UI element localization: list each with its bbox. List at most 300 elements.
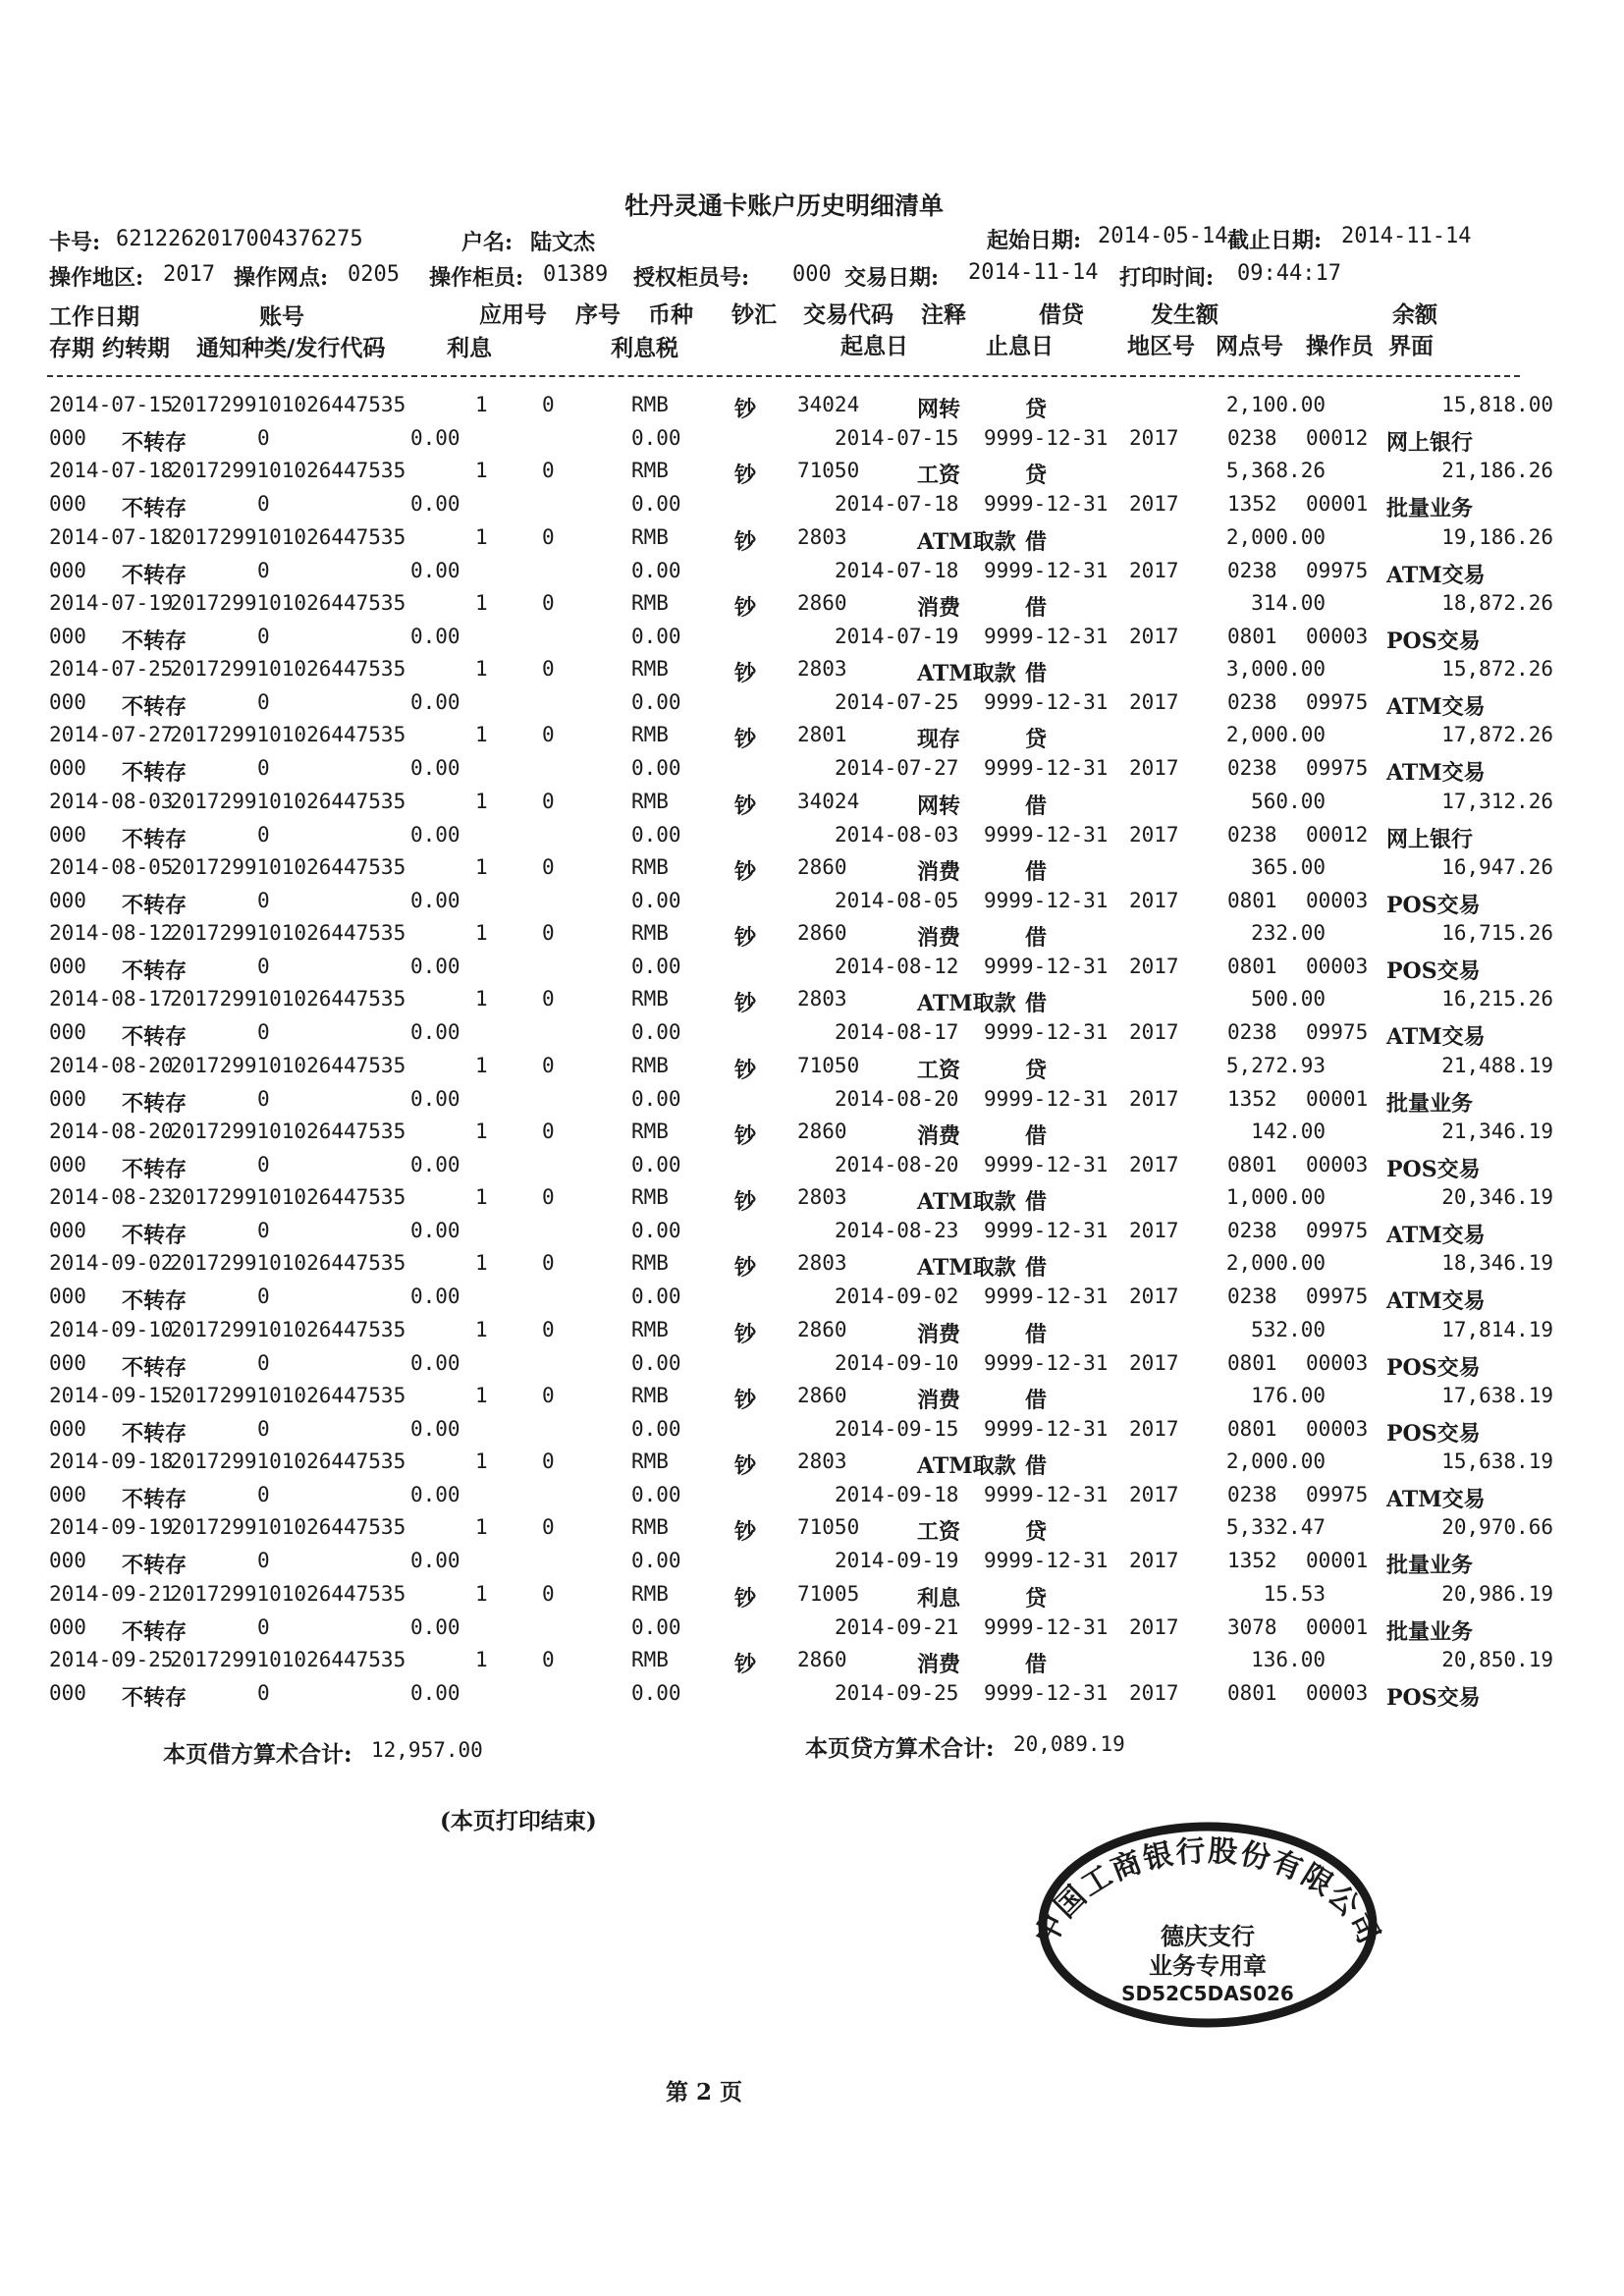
- row-rollover: 不转存: [122, 958, 188, 984]
- row-rollover: 不转存: [122, 430, 188, 456]
- row-sequence: 0: [542, 1449, 555, 1473]
- header-tx-code: 交易代码: [803, 301, 893, 328]
- row-outlet-code: 0801: [1227, 888, 1277, 912]
- row-sequence: 0: [542, 987, 555, 1011]
- row-value-date: 2014-07-27: [835, 756, 959, 781]
- row-channel: 批量业务: [1386, 1618, 1474, 1645]
- document-title: 牡丹灵通卡账户历史明细清单: [624, 191, 945, 220]
- row-sequence: 0: [542, 1581, 555, 1606]
- row-account-number: 2017299101026447535: [170, 393, 406, 416]
- row-sequence: 0: [542, 1317, 555, 1341]
- row-account-number: 2017299101026447535: [170, 921, 406, 945]
- row-transaction-code: 2860: [797, 1119, 847, 1143]
- row-sequence: 0: [542, 590, 555, 615]
- row-area-code: 2017: [1129, 624, 1179, 648]
- row-app-number: 1: [475, 459, 488, 483]
- row-amount: 15.53: [1263, 1581, 1326, 1606]
- row-value-date: 2014-09-15: [835, 1416, 959, 1441]
- row-debit-credit: 借: [1025, 1387, 1048, 1413]
- row-notice-type: 0: [257, 822, 270, 847]
- row-work-date: 2014-09-19: [49, 1515, 174, 1540]
- row-end-date: 9999-12-31: [984, 822, 1109, 847]
- row-cash-remit: 钞: [734, 397, 757, 422]
- row-interest: 0.00: [410, 558, 460, 582]
- row-balance: 15,872.26: [1441, 657, 1553, 681]
- row-balance: 20,346.19: [1441, 1185, 1553, 1209]
- row-cash-remit: 钞: [734, 1387, 757, 1413]
- row-notice-type: 0: [257, 1549, 270, 1573]
- page-number: 第 2 页: [666, 2079, 743, 2105]
- row-debit-credit: 借: [1025, 991, 1048, 1017]
- row-area-code: 2017: [1129, 1549, 1179, 1573]
- row-transaction-code: 2803: [797, 1185, 847, 1209]
- end-date-label: 截止日期:: [1227, 228, 1323, 253]
- header-divider: [47, 375, 1520, 377]
- row-account-number: 2017299101026447535: [170, 524, 406, 549]
- row-area-code: 2017: [1129, 1152, 1179, 1176]
- row-interest-tax: 0.00: [631, 1020, 681, 1045]
- row-term: 000: [49, 690, 86, 714]
- row-interest-tax: 0.00: [631, 492, 681, 517]
- row-term: 000: [49, 1483, 86, 1506]
- row-operator: 00003: [1306, 955, 1369, 978]
- row-area-code: 2017: [1129, 1483, 1179, 1506]
- row-account-number: 2017299101026447535: [170, 1515, 406, 1540]
- row-sequence: 0: [542, 657, 555, 681]
- row-transaction-code: 2860: [797, 854, 847, 879]
- row-account-number: 2017299101026447535: [170, 854, 406, 879]
- row-notice-type: 0: [257, 1483, 270, 1506]
- row-term: 000: [49, 955, 86, 978]
- row-area-code: 2017: [1129, 492, 1179, 517]
- row-amount: 560.00: [1251, 789, 1326, 813]
- row-rollover: 不转存: [122, 892, 188, 918]
- row-amount: 136.00: [1251, 1647, 1326, 1671]
- row-debit-credit: 贷: [1025, 1519, 1048, 1546]
- row-operator: 09975: [1306, 1483, 1369, 1506]
- print-time: 09:44:17: [1237, 261, 1341, 286]
- row-balance: 21,346.19: [1441, 1119, 1553, 1143]
- row-sequence: 0: [542, 1251, 555, 1276]
- operation-branch: 0205: [348, 262, 400, 287]
- row-balance: 16,947.26: [1441, 854, 1553, 879]
- header-app-no: 应用号: [479, 301, 547, 328]
- row-sequence: 0: [542, 459, 555, 483]
- row-end-date: 9999-12-31: [984, 690, 1109, 714]
- row-app-number: 1: [475, 1251, 488, 1276]
- row-cash-remit: 钞: [734, 594, 757, 621]
- row-app-number: 1: [475, 1119, 488, 1143]
- row-channel: 批量业务: [1386, 1090, 1474, 1117]
- row-interest-tax: 0.00: [631, 1483, 681, 1506]
- row-app-number: 1: [475, 1647, 488, 1671]
- row-interest-tax: 0.00: [631, 1219, 681, 1242]
- row-interest: 0.00: [410, 756, 460, 781]
- row-work-date: 2014-07-18: [49, 459, 174, 483]
- row-value-date: 2014-09-25: [835, 1680, 959, 1705]
- row-value-date: 2014-07-15: [835, 426, 959, 450]
- row-cash-remit: 钞: [734, 1122, 757, 1149]
- header-account: 账号: [259, 303, 304, 330]
- row-notice-type: 0: [257, 624, 270, 648]
- row-currency: RMB: [631, 921, 669, 945]
- row-interest: 0.00: [410, 1152, 460, 1176]
- row-end-date: 9999-12-31: [984, 1549, 1109, 1573]
- header-notice-type: 通知种类/发行代码: [196, 335, 386, 361]
- row-channel: 批量业务: [1386, 1553, 1474, 1579]
- header-cash-remit: 钞汇: [731, 301, 777, 328]
- row-work-date: 2014-08-03: [49, 789, 174, 813]
- row-area-code: 2017: [1129, 1285, 1179, 1309]
- row-rollover: 不转存: [122, 1553, 188, 1579]
- row-app-number: 1: [475, 1515, 488, 1540]
- row-app-number: 1: [475, 1185, 488, 1209]
- row-sequence: 0: [542, 524, 555, 549]
- row-term: 000: [49, 1680, 86, 1705]
- row-account-number: 2017299101026447535: [170, 590, 406, 615]
- row-app-number: 1: [475, 921, 488, 945]
- row-interest-tax: 0.00: [631, 426, 681, 450]
- card-label: 卡号:: [49, 230, 101, 255]
- row-transaction-code: 71005: [797, 1581, 860, 1606]
- row-balance: 17,814.19: [1441, 1317, 1553, 1341]
- row-sequence: 0: [542, 1119, 555, 1143]
- row-cash-remit: 钞: [734, 463, 757, 489]
- row-currency: RMB: [631, 393, 669, 416]
- row-term: 000: [49, 1549, 86, 1573]
- row-notice-type: 0: [257, 492, 270, 517]
- row-rollover: 不转存: [122, 1354, 188, 1381]
- row-cash-remit: 钞: [734, 1519, 757, 1546]
- row-interest: 0.00: [410, 1483, 460, 1506]
- row-value-date: 2014-08-17: [835, 1020, 959, 1045]
- row-account-number: 2017299101026447535: [170, 1119, 406, 1143]
- row-cash-remit: 钞: [734, 1255, 757, 1282]
- row-interest-tax: 0.00: [631, 1549, 681, 1573]
- row-end-date: 9999-12-31: [984, 1020, 1109, 1045]
- row-currency: RMB: [631, 1251, 669, 1276]
- row-outlet-code: 0238: [1227, 558, 1277, 582]
- row-amount: 5,332.47: [1225, 1515, 1326, 1540]
- row-amount: 142.00: [1251, 1119, 1326, 1143]
- row-balance: 18,872.26: [1441, 590, 1553, 615]
- start-date-label: 起始日期:: [987, 228, 1082, 253]
- row-area-code: 2017: [1129, 955, 1179, 978]
- row-interest-tax: 0.00: [631, 888, 681, 912]
- row-note: 网转: [917, 397, 961, 422]
- row-end-date: 9999-12-31: [984, 1219, 1109, 1242]
- row-notice-type: 0: [257, 1614, 270, 1639]
- row-notice-type: 0: [257, 756, 270, 781]
- row-sequence: 0: [542, 1383, 555, 1407]
- row-channel: ATM交易: [1386, 1024, 1486, 1051]
- row-transaction-code: 2803: [797, 524, 847, 549]
- row-operator: 00003: [1306, 1152, 1369, 1176]
- transaction-date-label: 交易日期:: [844, 265, 940, 291]
- row-end-date: 9999-12-31: [984, 1350, 1109, 1375]
- row-rollover: 不转存: [122, 496, 188, 522]
- row-channel: POS交易: [1386, 1156, 1481, 1182]
- row-rollover: 不转存: [122, 1684, 188, 1711]
- row-sequence: 0: [542, 1647, 555, 1671]
- row-end-date: 9999-12-31: [984, 1285, 1109, 1309]
- row-cash-remit: 钞: [734, 991, 757, 1017]
- row-value-date: 2014-07-18: [835, 492, 959, 517]
- row-sequence: 0: [542, 921, 555, 945]
- row-sequence: 0: [542, 1515, 555, 1540]
- row-interest: 0.00: [410, 1680, 460, 1705]
- row-operator: 00001: [1306, 1614, 1369, 1639]
- operation-teller: 01389: [543, 262, 609, 287]
- row-interest-tax: 0.00: [631, 624, 681, 648]
- row-rollover: 不转存: [122, 1288, 188, 1315]
- row-value-date: 2014-08-12: [835, 955, 959, 978]
- header-balance: 余额: [1392, 301, 1437, 328]
- row-term: 000: [49, 1086, 86, 1111]
- row-channel: ATM交易: [1386, 1223, 1486, 1248]
- row-debit-credit: 贷: [1025, 1585, 1048, 1612]
- row-transaction-code: 2860: [797, 1317, 847, 1341]
- row-channel: ATM交易: [1386, 562, 1486, 588]
- row-work-date: 2014-07-27: [49, 723, 174, 747]
- card-number: 6212262017004376275: [116, 227, 363, 251]
- row-note: ATM取款: [917, 1255, 1016, 1282]
- row-work-date: 2014-08-20: [49, 1119, 174, 1143]
- row-end-date: 9999-12-31: [984, 1086, 1109, 1111]
- row-note: 消费: [917, 1651, 961, 1677]
- row-app-number: 1: [475, 1581, 488, 1606]
- row-outlet-code: 0801: [1227, 624, 1277, 648]
- row-interest-tax: 0.00: [631, 1350, 681, 1375]
- row-note: 利息: [917, 1585, 961, 1612]
- row-balance: 20,986.19: [1441, 1581, 1553, 1606]
- row-note: 消费: [917, 1321, 961, 1347]
- row-work-date: 2014-08-23: [49, 1185, 174, 1209]
- row-operator: 00001: [1306, 492, 1369, 517]
- row-app-number: 1: [475, 987, 488, 1011]
- row-interest-tax: 0.00: [631, 558, 681, 582]
- row-rollover: 不转存: [122, 694, 188, 720]
- row-outlet-code: 0238: [1227, 1285, 1277, 1309]
- row-area-code: 2017: [1129, 756, 1179, 781]
- row-interest: 0.00: [410, 690, 460, 714]
- region-label: 操作地区:: [49, 265, 144, 291]
- row-amount: 500.00: [1251, 987, 1326, 1011]
- row-currency: RMB: [631, 1119, 669, 1143]
- row-rollover: 不转存: [122, 1420, 188, 1447]
- row-interest: 0.00: [410, 624, 460, 648]
- operation-region: 2017: [163, 262, 215, 287]
- name-label: 户名:: [461, 230, 514, 255]
- row-cash-remit: 钞: [734, 793, 757, 819]
- row-channel: POS交易: [1386, 1354, 1481, 1381]
- row-account-number: 2017299101026447535: [170, 1053, 406, 1077]
- row-interest: 0.00: [410, 822, 460, 847]
- row-interest: 0.00: [410, 955, 460, 978]
- row-area-code: 2017: [1129, 888, 1179, 912]
- row-value-date: 2014-08-23: [835, 1219, 959, 1242]
- row-channel: POS交易: [1386, 628, 1481, 654]
- row-rollover: 不转存: [122, 826, 188, 852]
- row-channel: 批量业务: [1386, 496, 1474, 522]
- row-transaction-code: 2803: [797, 987, 847, 1011]
- seal-branch: 德庆支行: [1161, 1922, 1255, 1950]
- row-account-number: 2017299101026447535: [170, 1383, 406, 1407]
- row-notice-type: 0: [257, 1680, 270, 1705]
- row-app-number: 1: [475, 1053, 488, 1077]
- row-app-number: 1: [475, 789, 488, 813]
- row-operator: 00012: [1306, 426, 1369, 450]
- row-work-date: 2014-09-02: [49, 1251, 174, 1276]
- row-app-number: 1: [475, 393, 488, 416]
- row-channel: 网上银行: [1386, 826, 1474, 852]
- header-rollover: 约转期: [102, 335, 170, 361]
- row-currency: RMB: [631, 1383, 669, 1407]
- print-time-label: 打印时间:: [1119, 265, 1215, 291]
- row-amount: 365.00: [1251, 854, 1326, 879]
- header-value-date: 起息日: [840, 333, 908, 359]
- row-rollover: 不转存: [122, 760, 188, 787]
- row-term: 000: [49, 1152, 86, 1176]
- row-term: 000: [49, 558, 86, 582]
- teller-label: 操作柜员:: [429, 265, 524, 291]
- row-note: ATM取款: [917, 661, 1016, 686]
- row-operator: 00003: [1306, 1416, 1369, 1441]
- row-balance: 17,872.26: [1441, 723, 1553, 747]
- header-seq: 序号: [575, 301, 621, 328]
- row-end-date: 9999-12-31: [984, 955, 1109, 978]
- row-operator: 09975: [1306, 756, 1369, 781]
- row-operator: 09975: [1306, 1219, 1369, 1242]
- row-operator: 00003: [1306, 888, 1369, 912]
- row-interest: 0.00: [410, 1285, 460, 1309]
- row-interest: 0.00: [410, 1614, 460, 1639]
- branch-label: 操作网点:: [234, 265, 329, 291]
- row-rollover: 不转存: [122, 628, 188, 654]
- row-area-code: 2017: [1129, 1416, 1179, 1441]
- row-note: 工资: [917, 1057, 961, 1083]
- row-outlet-code: 0238: [1227, 690, 1277, 714]
- row-balance: 16,215.26: [1441, 987, 1553, 1011]
- row-transaction-code: 2860: [797, 1383, 847, 1407]
- row-amount: 1,000.00: [1225, 1185, 1326, 1209]
- row-channel: ATM交易: [1386, 1288, 1486, 1315]
- row-outlet-code: 0801: [1227, 1416, 1277, 1441]
- row-outlet-code: 0238: [1227, 756, 1277, 781]
- row-balance: 21,488.19: [1441, 1053, 1553, 1077]
- row-cash-remit: 钞: [734, 1453, 757, 1479]
- row-currency: RMB: [631, 524, 669, 549]
- row-transaction-code: 71050: [797, 1053, 860, 1077]
- row-notice-type: 0: [257, 1285, 270, 1309]
- row-term: 000: [49, 756, 86, 781]
- row-area-code: 2017: [1129, 690, 1179, 714]
- header-term: 存期: [49, 335, 94, 361]
- row-notice-type: 0: [257, 1020, 270, 1045]
- row-app-number: 1: [475, 1317, 488, 1341]
- row-outlet-code: 0801: [1227, 1152, 1277, 1176]
- row-notice-type: 0: [257, 558, 270, 582]
- row-interest-tax: 0.00: [631, 756, 681, 781]
- row-value-date: 2014-07-18: [835, 558, 959, 582]
- seal-ring-text: 中国工商银行股份有限公司: [1028, 1833, 1387, 1951]
- row-transaction-code: 2803: [797, 1449, 847, 1473]
- page-credit-total-label: 本页贷方算术合计:: [805, 1735, 995, 1762]
- row-sequence: 0: [542, 393, 555, 416]
- row-work-date: 2014-09-10: [49, 1317, 174, 1341]
- row-operator: 00003: [1306, 1680, 1369, 1705]
- row-account-number: 2017299101026447535: [170, 1647, 406, 1671]
- row-channel: 网上银行: [1386, 430, 1474, 456]
- row-note: ATM取款: [917, 1453, 1016, 1479]
- row-note: 消费: [917, 594, 961, 621]
- account-holder-name: 陆文杰: [530, 230, 596, 255]
- row-end-date: 9999-12-31: [984, 558, 1109, 582]
- row-outlet-code: 1352: [1227, 492, 1277, 517]
- row-debit-credit: 借: [1025, 661, 1048, 686]
- row-currency: RMB: [631, 1647, 669, 1671]
- row-operator: 09975: [1306, 1020, 1369, 1045]
- seal-purpose: 业务专用章: [1149, 1951, 1267, 1980]
- row-work-date: 2014-08-17: [49, 987, 174, 1011]
- bank-seal-stamp: [1021, 1797, 1394, 2033]
- seal-code: SD52C5DAS026: [1121, 1982, 1294, 2005]
- row-currency: RMB: [631, 1581, 669, 1606]
- row-amount: 5,272.93: [1225, 1053, 1326, 1077]
- row-interest-tax: 0.00: [631, 1086, 681, 1111]
- row-note: 网转: [917, 793, 961, 819]
- row-cash-remit: 钞: [734, 1651, 757, 1677]
- row-currency: RMB: [631, 1317, 669, 1341]
- row-outlet-code: 0801: [1227, 1350, 1277, 1375]
- row-debit-credit: 借: [1025, 858, 1048, 885]
- row-end-date: 9999-12-31: [984, 1614, 1109, 1639]
- row-note: 工资: [917, 463, 961, 489]
- row-term: 000: [49, 426, 86, 450]
- row-term: 000: [49, 1020, 86, 1045]
- row-cash-remit: 钞: [734, 1321, 757, 1347]
- row-work-date: 2014-07-19: [49, 590, 174, 615]
- row-cash-remit: 钞: [734, 661, 757, 686]
- row-operator: 00003: [1306, 624, 1369, 648]
- header-channel: 界面: [1388, 333, 1434, 359]
- row-currency: RMB: [631, 1185, 669, 1209]
- row-interest: 0.00: [410, 888, 460, 912]
- row-area-code: 2017: [1129, 1680, 1179, 1705]
- row-app-number: 1: [475, 854, 488, 879]
- row-interest: 0.00: [410, 1020, 460, 1045]
- row-debit-credit: 贷: [1025, 1057, 1048, 1083]
- header-end-date: 止息日: [986, 333, 1054, 359]
- row-rollover: 不转存: [122, 1156, 188, 1182]
- row-sequence: 0: [542, 1185, 555, 1209]
- row-cash-remit: 钞: [734, 1057, 757, 1083]
- row-work-date: 2014-08-20: [49, 1053, 174, 1077]
- row-currency: RMB: [631, 854, 669, 879]
- row-currency: RMB: [631, 1053, 669, 1077]
- row-area-code: 2017: [1129, 1219, 1179, 1242]
- row-operator: 00001: [1306, 1549, 1369, 1573]
- row-transaction-code: 34024: [797, 393, 860, 416]
- row-value-date: 2014-09-10: [835, 1350, 959, 1375]
- row-notice-type: 0: [257, 426, 270, 450]
- row-account-number: 2017299101026447535: [170, 459, 406, 483]
- page-credit-total: 20,089.19: [1013, 1732, 1125, 1756]
- row-term: 000: [49, 1219, 86, 1242]
- row-debit-credit: 借: [1025, 925, 1048, 951]
- header-currency: 币种: [648, 301, 693, 328]
- row-balance: 15,818.00: [1441, 393, 1553, 416]
